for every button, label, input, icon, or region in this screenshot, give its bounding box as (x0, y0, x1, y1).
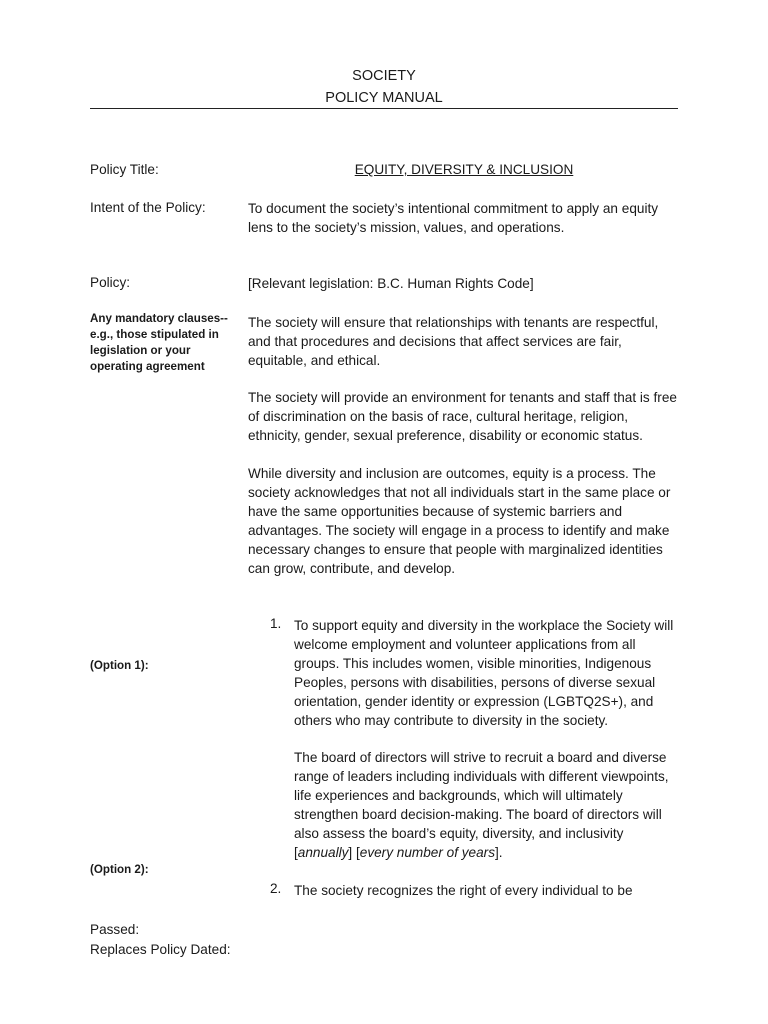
option-1-paragraph-2-text: The board of directors will strive to recruit a board and diverse range of leaders including individuals with different viewpoints, life experiences and backgrounds, which will ultimately strengthen board decision-making. The board of directors will also assess the board’s equity, diversity, and inclusivity [ (294, 750, 669, 860)
mandatory-clauses-note: Any mandatory clauses--e.g., those stipulated in legislation or your operating agreement (90, 312, 228, 373)
option-1-paragraph-2 (294, 748, 684, 862)
policy-paragraph-2: The society will provide an environment for tenants and staff that is free of discrimination on the basis of race, cultural heritage, religion, ethnicity, gender, sexual preference, disability or economic status. (248, 390, 677, 443)
option-1-label: (Option 1): (90, 659, 149, 672)
policy-paragraph-3: While diversity and inclusion are outcomes, equity is a process. The society acknowledges that not all individuals start in the same place or have the same opportunities because of systemic barriers and advantages. The society will engage in a process to identify and make necessary changes to ensure that people with marginalized identities can grow, contribute, and develop. (248, 466, 671, 576)
policy-title-value: EQUITY, DIVERSITY & INCLUSION (354, 162, 574, 177)
document-title-society: SOCIETY (352, 68, 416, 84)
document-title-policy-manual: POLICY MANUAL (325, 90, 443, 106)
passed-label: Passed: (90, 922, 140, 937)
list-number-2: 2. (270, 881, 282, 896)
policy-label: Policy: (90, 275, 131, 290)
option-2-paragraph: The society recognizes the right of every individual to be (294, 883, 633, 898)
header-rule (90, 108, 678, 109)
annually-placeholder: annually (297, 845, 349, 860)
replaces-policy-label: Replaces Policy Dated: (90, 942, 231, 957)
bracket-separator: ] [ (348, 845, 360, 860)
list-number-1: 1. (270, 616, 282, 631)
option-2-label: (Option 2): (90, 863, 149, 876)
intent-text: To document the society’s intentional commitment to apply an equity lens to the society’s mission, values, and operations. (248, 201, 659, 235)
bracket-close: ]. (495, 845, 503, 860)
option-1-paragraph-1: To support equity and diversity in the workplace the Society will welcome employment and volunteer applications from all groups. This includes women, visible minorities, Indigenous Peoples, persons with disabilities, persons of diverse sexual orientation, gender identity or expression (LGBTQ2S+), and others who may contribute to diversity in the society. (294, 618, 674, 728)
years-placeholder: every number of years (359, 845, 496, 860)
policy-title-label: Policy Title: (90, 162, 159, 177)
policy-paragraph-1: The society will ensure that relationships with tenants are respectful, and that procedures and decisions that affect services are fair, equitable, and ethical. (248, 315, 659, 368)
legislation-text: [Relevant legislation: B.C. Human Rights Code] (248, 276, 534, 291)
intent-label: Intent of the Policy: (90, 200, 206, 215)
